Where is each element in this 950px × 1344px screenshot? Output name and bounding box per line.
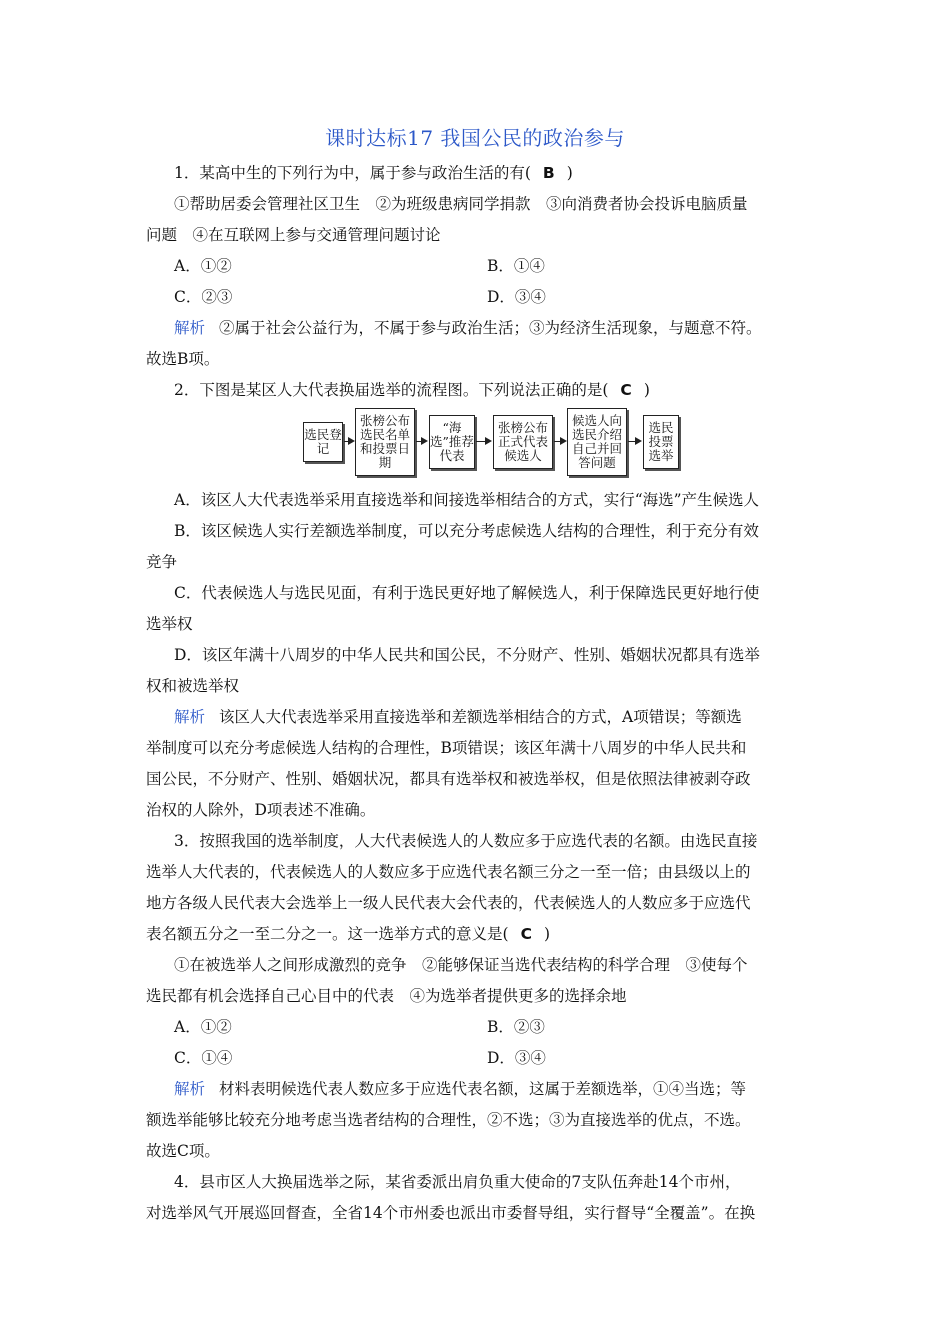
q3-analysis-line3: 故选C项。	[146, 1142, 220, 1160]
flow-arrow-3	[476, 441, 490, 442]
q3-stem-line2: 选举人大代表的，代表候选人的人数应多于应选代表名额三分之一至一倍；由县级以上的	[146, 863, 751, 881]
q2-answer: C	[620, 381, 632, 399]
q3-analysis-text: 材料表明候选代表人数应多于应选代表名额，这属于差额选举，①④当选；等	[219, 1080, 747, 1098]
q1-option-d: D．③④	[487, 288, 546, 306]
q2-option-b-line1: B．该区候选人实行差额选举制度，可以充分考虑候选人结构的合理性，利于充分有效	[174, 522, 759, 540]
q3-analysis-line1	[174, 1078, 746, 1100]
q2-stem-close: )	[643, 381, 650, 399]
q1-items-line2: 问题 ④在互联网上参与交通管理问题讨论	[146, 226, 441, 244]
flow-step-3-label: “海选”推荐代表	[430, 420, 474, 463]
q2-analysis-line4: 治权的人除外，D项表述不准确。	[146, 801, 376, 819]
flow-step-1-label: 选民登记	[304, 427, 342, 456]
q1-option-a: A．①②	[174, 257, 232, 275]
q2-option-c-line2: 选举权	[146, 615, 193, 633]
q1-option-b: B．①④	[487, 257, 545, 275]
q2-analysis-line1	[174, 706, 742, 728]
q2-option-d-line2: 权和被选举权	[146, 677, 240, 695]
q3-option-a: A．①②	[174, 1018, 232, 1036]
q3-stem-line4	[146, 923, 550, 945]
q1-analysis-label: 解析	[174, 319, 206, 337]
q1-option-c: C．②③	[174, 288, 233, 306]
q4-stem-line2: 对选举风气开展巡回督查，全省14个市州委也派出市委督导组，实行督导“全覆盖”。在换	[146, 1204, 756, 1222]
q1-analysis-line1	[174, 317, 762, 339]
flow-arrow-2	[416, 441, 426, 442]
election-flowchart	[303, 408, 683, 476]
flow-arrow-1	[344, 441, 353, 442]
flow-step-2-label: 张榜公布选民名单和投票日期	[359, 413, 410, 470]
flow-step-3	[429, 415, 475, 469]
flow-step-6-label: 选民投票选举	[648, 420, 674, 463]
q1-stem	[174, 162, 573, 184]
page-title: 课时达标17 我国公民的政治参与	[325, 126, 625, 150]
q4-stem-line1: 4．县市区人大换届选举之际，某省委派出肩负重大使命的7支队伍奔赴14个市州，	[174, 1173, 741, 1191]
q1-analysis-text: ②属于社会公益行为，不属于参与政治生活；③为经济生活现象，与题意不符。	[219, 319, 762, 337]
q2-analysis-line2: 举制度可以充分考虑候选人结构的合理性，B项错误；该区年满十八周岁的中华人民共和	[146, 739, 747, 757]
q1-stem-close: )	[566, 164, 573, 182]
q3-stem-text: 表名额五分之一至二分之一。这一选举方式的意义是(	[146, 925, 509, 943]
q1-answer: B	[542, 164, 555, 182]
q2-analysis-label: 解析	[174, 708, 206, 726]
flow-step-4-label: 张榜公布正式代表候选人	[497, 420, 548, 463]
q3-option-c: C．①④	[174, 1049, 233, 1067]
q3-option-d: D．③④	[487, 1049, 546, 1067]
q2-option-d-line1: D．该区年满十八周岁的中华人民共和国公民，不分财产、性别、婚姻状况都具有选举	[174, 646, 760, 664]
flow-step-1	[303, 422, 343, 462]
flow-step-2	[355, 408, 415, 476]
flow-arrow-4	[554, 441, 565, 442]
q3-stem-close: )	[543, 925, 551, 943]
q2-analysis-text: 该区人大代表选举采用直接选举和差额选举相结合的方式，A项错误；等额选	[219, 708, 742, 726]
q3-items-line2: 选民都有机会选择自己心目中的代表 ④为选举者提供更多的选择余地	[146, 987, 627, 1005]
q2-option-b-line2: 竞争	[146, 553, 178, 571]
q2-stem	[174, 379, 650, 401]
q2-option-a: A．该区人大代表选举采用直接选举和间接选举相结合的方式，实行“海选”产生候选人	[174, 491, 760, 509]
q3-analysis-line2: 额选举能够比较充分地考虑当选者结构的合理性，②不选；③为直接选举的优点，不选。	[146, 1111, 751, 1129]
q3-stem-line3: 地方各级人民代表大会选举上一级人民代表大会代表的，代表候选人的人数应多于应选代	[146, 894, 751, 912]
flow-step-4	[493, 415, 553, 469]
q1-analysis-line2: 故选B项。	[146, 350, 220, 368]
q1-stem-text: 1．某高中生的下列行为中，属于参与政治生活的有(	[174, 164, 531, 182]
flow-step-6	[643, 415, 679, 469]
flow-step-5-label: 候选人向选民介绍自己并回答问题	[571, 413, 622, 470]
flow-step-5	[567, 408, 627, 476]
q3-answer: C	[520, 925, 532, 943]
q3-analysis-label: 解析	[174, 1080, 206, 1098]
q1-items-line1: ①帮助居委会管理社区卫生 ②为班级患病同学捐款 ③向消费者协会投诉电脑质量	[174, 195, 748, 213]
q3-stem-line1: 3．按照我国的选举制度，人大代表候选人的人数应多于应选代表的名额。由选民直接	[174, 832, 758, 850]
q3-items-line1: ①在被选举人之间形成激烈的竞争 ②能够保证当选代表结构的科学合理 ③使每个	[174, 956, 748, 974]
q2-option-c-line1: C．代表候选人与选民见面，有利于选民更好地了解候选人，利于保障选民更好地行使	[174, 584, 760, 602]
q3-option-b: B．②③	[487, 1018, 545, 1036]
flow-arrow-5	[628, 441, 640, 442]
q2-stem-text: 2．下图是某区人大代表换届选举的流程图。下列说法正确的是(	[174, 381, 609, 399]
q2-analysis-line3: 国公民，不分财产、性别、婚姻状况，都具有选举权和被选举权，但是依照法律被剥夺政	[146, 770, 751, 788]
